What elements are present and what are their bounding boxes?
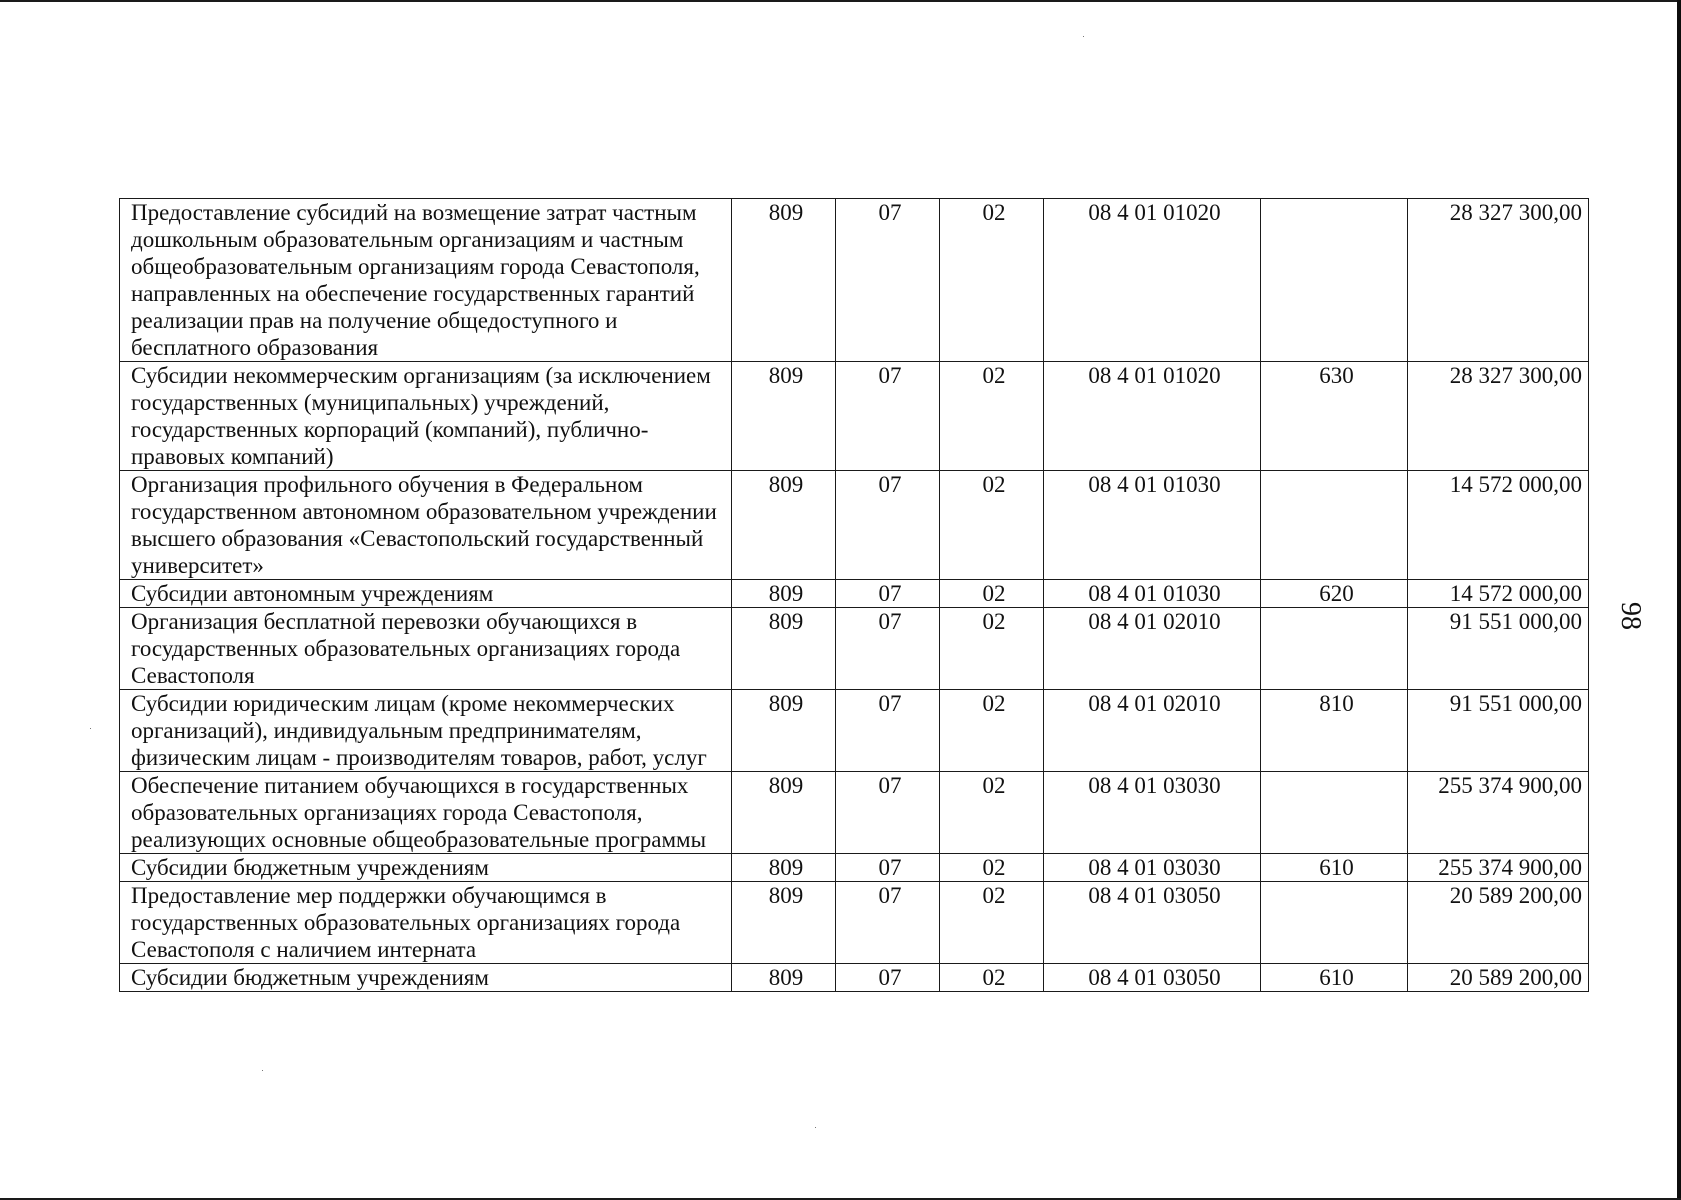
row-target-article-cell: 08 4 01 01030 bbox=[1044, 471, 1261, 580]
table-row bbox=[120, 690, 1589, 772]
row-expense-type-cell bbox=[1261, 772, 1408, 854]
row-target-article-cell: 08 4 01 03030 bbox=[1044, 854, 1261, 882]
scan-edge-top bbox=[0, 0, 1681, 2]
row-subsection-cell: 02 bbox=[940, 471, 1044, 580]
row-expense-type-cell bbox=[1261, 608, 1408, 690]
row-expense-type-cell: 610 bbox=[1261, 964, 1408, 992]
row-grbs-cell: 809 bbox=[732, 772, 836, 854]
row-amount-cell: 14 572 000,00 bbox=[1408, 580, 1589, 608]
table-row bbox=[120, 964, 1589, 992]
row-name-cell: Субсидии некоммерческим организациям (за исключением государственных (муниципальных) учреждений, государственных корпораций (компаний), публично-правовых компаний) bbox=[120, 362, 732, 471]
row-target-article-cell: 08 4 01 01020 bbox=[1044, 199, 1261, 362]
row-amount-cell: 255 374 900,00 bbox=[1408, 854, 1589, 882]
scan-speck bbox=[262, 1070, 263, 1071]
row-name-cell: Субсидии бюджетным учреждениям bbox=[120, 964, 732, 992]
row-target-article-cell: 08 4 01 01020 bbox=[1044, 362, 1261, 471]
row-grbs-cell: 809 bbox=[732, 854, 836, 882]
row-grbs-cell: 809 bbox=[732, 362, 836, 471]
row-target-article-cell: 08 4 01 01030 bbox=[1044, 580, 1261, 608]
row-subsection-cell: 02 bbox=[940, 362, 1044, 471]
budget-table-body bbox=[120, 199, 1589, 992]
row-expense-type-cell: 610 bbox=[1261, 854, 1408, 882]
table-row bbox=[120, 471, 1589, 580]
row-section-cell: 07 bbox=[836, 471, 940, 580]
row-grbs-cell: 809 bbox=[732, 882, 836, 964]
scan-speck bbox=[815, 1127, 816, 1128]
row-amount-cell: 20 589 200,00 bbox=[1408, 882, 1589, 964]
row-section-cell: 07 bbox=[836, 772, 940, 854]
row-amount-cell: 91 551 000,00 bbox=[1408, 690, 1589, 772]
row-name-cell: Организация бесплатной перевозки обучающихся в государственных образовательных организациях города Севастополя bbox=[120, 608, 732, 690]
row-grbs-cell: 809 bbox=[732, 608, 836, 690]
row-section-cell: 07 bbox=[836, 580, 940, 608]
scan-edge-right bbox=[1677, 0, 1681, 1200]
row-subsection-cell: 02 bbox=[940, 772, 1044, 854]
row-amount-cell: 28 327 300,00 bbox=[1408, 362, 1589, 471]
row-subsection-cell: 02 bbox=[940, 580, 1044, 608]
row-amount-cell: 20 589 200,00 bbox=[1408, 964, 1589, 992]
table-row bbox=[120, 362, 1589, 471]
row-amount-cell: 255 374 900,00 bbox=[1408, 772, 1589, 854]
row-section-cell: 07 bbox=[836, 854, 940, 882]
row-name-cell: Субсидии юридическим лицам (кроме некоммерческих организаций), индивидуальным предпринимателям, физическим лицам - производителям товаров, работ, услуг bbox=[120, 690, 732, 772]
row-subsection-cell: 02 bbox=[940, 608, 1044, 690]
row-subsection-cell: 02 bbox=[940, 964, 1044, 992]
row-section-cell: 07 bbox=[836, 690, 940, 772]
row-name-cell: Обеспечение питанием обучающихся в государственных образовательных организациях города Севастополя, реализующих основные общеобразовательные программы bbox=[120, 772, 732, 854]
page-number: 98 bbox=[1615, 602, 1646, 630]
table-row bbox=[120, 772, 1589, 854]
row-section-cell: 07 bbox=[836, 608, 940, 690]
table-row bbox=[120, 199, 1589, 362]
row-expense-type-cell bbox=[1261, 471, 1408, 580]
row-amount-cell: 91 551 000,00 bbox=[1408, 608, 1589, 690]
row-target-article-cell: 08 4 01 02010 bbox=[1044, 608, 1261, 690]
table-row bbox=[120, 580, 1589, 608]
row-target-article-cell: 08 4 01 03050 bbox=[1044, 964, 1261, 992]
row-name-cell: Субсидии бюджетным учреждениям bbox=[120, 854, 732, 882]
row-section-cell: 07 bbox=[836, 199, 940, 362]
row-subsection-cell: 02 bbox=[940, 882, 1044, 964]
row-grbs-cell: 809 bbox=[732, 964, 836, 992]
row-section-cell: 07 bbox=[836, 964, 940, 992]
row-name-cell: Предоставление субсидий на возмещение затрат частным дошкольным образовательным организациям и частным общеобразовательным организациям города Севастополя, направленных на обеспечение государственных гарантий реализации прав на получение общедоступного и бесплатного образования bbox=[120, 199, 732, 362]
row-subsection-cell: 02 bbox=[940, 199, 1044, 362]
table-row bbox=[120, 882, 1589, 964]
row-subsection-cell: 02 bbox=[940, 690, 1044, 772]
row-expense-type-cell bbox=[1261, 882, 1408, 964]
row-name-cell: Предоставление мер поддержки обучающимся в государственных образовательных организациях города Севастополя с наличием интерната bbox=[120, 882, 732, 964]
table-row bbox=[120, 854, 1589, 882]
row-section-cell: 07 bbox=[836, 362, 940, 471]
row-grbs-cell: 809 bbox=[732, 690, 836, 772]
row-amount-cell: 28 327 300,00 bbox=[1408, 199, 1589, 362]
scan-speck bbox=[1083, 36, 1084, 37]
row-amount-cell: 14 572 000,00 bbox=[1408, 471, 1589, 580]
row-expense-type-cell: 630 bbox=[1261, 362, 1408, 471]
row-target-article-cell: 08 4 01 03030 bbox=[1044, 772, 1261, 854]
row-grbs-cell: 809 bbox=[732, 471, 836, 580]
row-expense-type-cell bbox=[1261, 199, 1408, 362]
row-section-cell: 07 bbox=[836, 882, 940, 964]
scan-speck bbox=[90, 728, 91, 729]
row-grbs-cell: 809 bbox=[732, 580, 836, 608]
row-name-cell: Организация профильного обучения в Федеральном государственном автономном образовательном учреждении высшего образования «Севастопольский государственный университет» bbox=[120, 471, 732, 580]
budget-table bbox=[119, 198, 1589, 992]
row-subsection-cell: 02 bbox=[940, 854, 1044, 882]
row-target-article-cell: 08 4 01 03050 bbox=[1044, 882, 1261, 964]
row-grbs-cell: 809 bbox=[732, 199, 836, 362]
row-expense-type-cell: 620 bbox=[1261, 580, 1408, 608]
row-expense-type-cell: 810 bbox=[1261, 690, 1408, 772]
table-row bbox=[120, 608, 1589, 690]
row-name-cell: Субсидии автономным учреждениям bbox=[120, 580, 732, 608]
row-target-article-cell: 08 4 01 02010 bbox=[1044, 690, 1261, 772]
